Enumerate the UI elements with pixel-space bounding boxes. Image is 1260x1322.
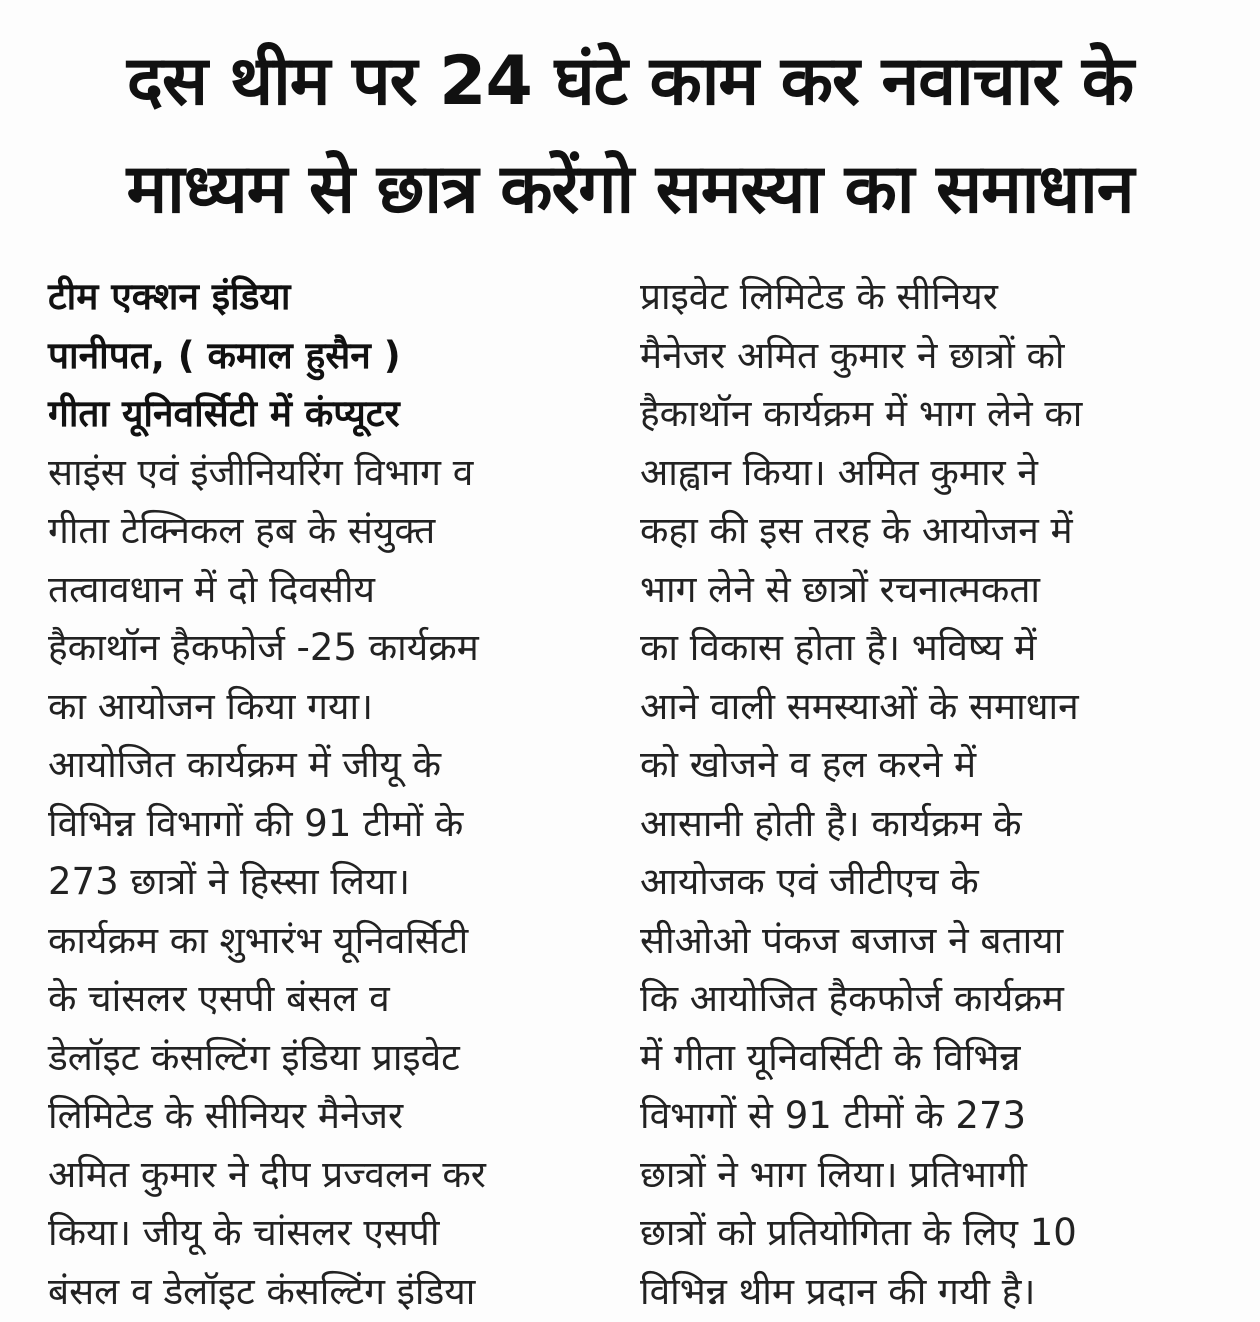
body-line: अमित कुमार ने दीप प्रज्वलन कर	[48, 1152, 486, 1196]
body-line: 273 छात्रों ने हिस्सा लिया।	[48, 860, 411, 903]
body-line: आसानी होती है। कार्यक्रम के	[640, 801, 1022, 845]
body-line: लिमिटेड के सीनियर मैनेजर	[48, 1094, 404, 1137]
body-line: कार्यक्रम का शुभारंभ यूनिवर्सिटी	[48, 918, 469, 962]
article-column-right	[640, 268, 1220, 1321]
body-line: हैकाथॉन हैकफोर्ज -25 कार्यक्रम	[48, 626, 479, 669]
body-line: विभागों से 91 टीमों के 273	[640, 1094, 1027, 1137]
body-line: किया। जीयू के चांसलर एसपी	[48, 1211, 440, 1254]
body-line: कि आयोजित हैकफोर्ज कार्यक्रम	[640, 977, 1064, 1020]
body-line: सीओओ पंकज बजाज ने बताया	[640, 918, 1064, 962]
headline-line-2: माध्यम से छात्र करेंगो समस्या का समाधान	[126, 150, 1134, 229]
body-line: हैकाथॉन कार्यक्रम में भाग लेने का	[640, 392, 1083, 435]
headline-line-1: दस थीम पर 24 घंटे काम कर नवाचार के	[126, 42, 1134, 121]
body-line: भाग लेने से छात्रों रचनात्मकता	[640, 567, 1040, 611]
body-line: बंसल व डेलॉइट कंसल्टिंग इंडिया	[48, 1269, 476, 1313]
body-line: विभिन्न थीम प्रदान की गयी है।	[640, 1269, 1036, 1313]
body-line: डेलॉइट कंसल्टिंग इंडिया प्राइवेट	[48, 1035, 460, 1079]
body-line: में गीता यूनिवर्सिटी के विभिन्न	[640, 1035, 1021, 1079]
body-line: कहा की इस तरह के आयोजन में	[640, 509, 1073, 552]
article-column-left	[48, 268, 608, 1321]
body-line: का विकास होता है। भविष्य में	[640, 626, 1037, 669]
headline	[30, 28, 1230, 244]
body-line: के चांसलर एसपी बंसल व	[48, 977, 390, 1020]
body-line: गीता टेक्निकल हब के संयुक्त	[48, 509, 436, 552]
body-line: साइंस एवं इंजीनियरिंग विभाग व	[48, 450, 474, 494]
body-line: मैनेजर अमित कुमार ने छात्रों को	[640, 333, 1065, 377]
body-line: को खोजने व हल करने में	[640, 743, 977, 786]
body-line: आह्वान किया। अमित कुमार ने	[640, 450, 1038, 494]
body-line: आने वाली समस्याओं के समाधान	[640, 684, 1079, 728]
dateline-agency: टीम एक्शन इंडिया	[48, 275, 291, 318]
body-line: छात्रों ने भाग लिया। प्रतिभागी	[640, 1152, 1028, 1196]
body-line: आयोजित कार्यक्रम में जीयू के	[48, 743, 442, 786]
body-line: गीता यूनिवर्सिटी में कंप्यूटर	[48, 392, 400, 435]
body-line: छात्रों को प्रतियोगिता के लिए 10	[640, 1211, 1077, 1254]
body-line: प्राइवेट लिमिटेड के सीनियर	[640, 275, 998, 318]
body-line: विभिन्न विभागों की 91 टीमों के	[48, 801, 464, 845]
body-line: तत्वावधान में दो दिवसीय	[48, 567, 375, 611]
body-line: का आयोजन किया गया।	[48, 684, 374, 728]
dateline-place-author: पानीपत, ( कमाल हुसैन )	[48, 333, 401, 377]
body-line: आयोजक एवं जीटीएच के	[640, 860, 979, 903]
